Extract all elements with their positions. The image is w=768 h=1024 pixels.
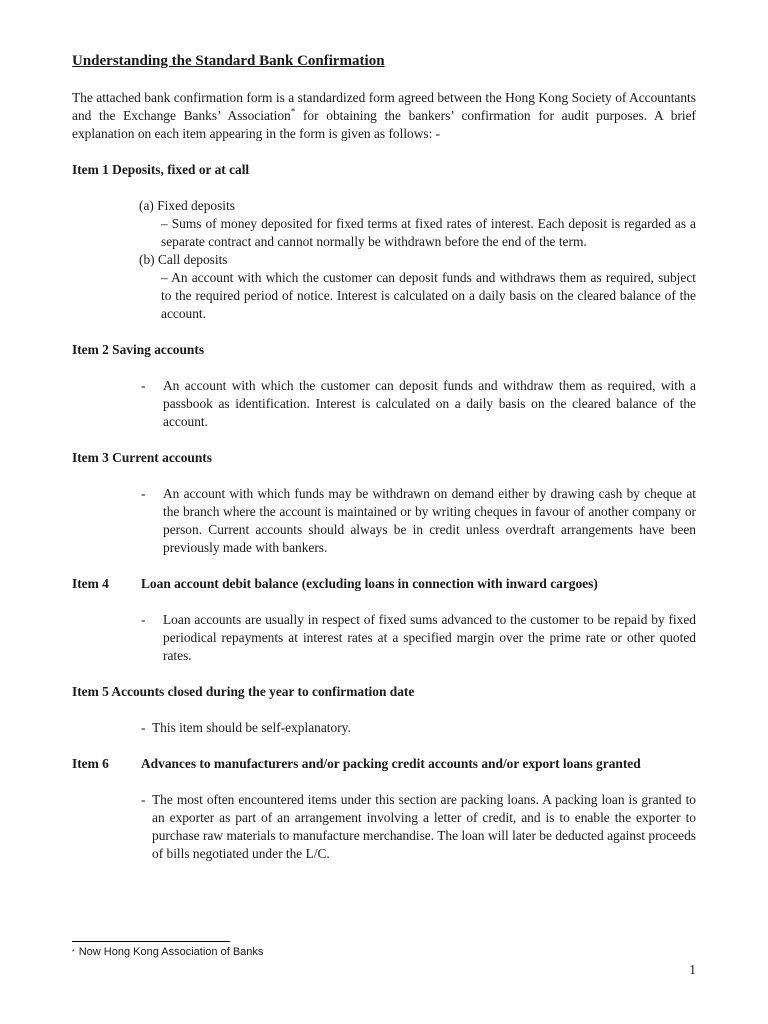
item-5-heading: Item 5 Accounts closed during the year to confirmation date xyxy=(72,684,415,699)
item-6-text: The most often encountered items under this section are packing loans. A packing loan is granted to an exporter as part of an arrangement involving a letter of credit, and is to enable the exporter to purchase raw materials to manufacture merchandise. The loan will later be deducted against proceeds of bills negotiated under the L/C. xyxy=(152,792,696,861)
footnote-text: Now Hong Kong Association of Banks xyxy=(78,946,264,958)
item-4-text: Loan accounts are usually in respect of fixed sums advanced to the customer to be repaid by fixed periodical repayments at interest rates at a specified margin over the prime rate or other quoted rates. xyxy=(163,612,696,663)
intro-paragraph xyxy=(72,89,696,143)
item-4-heading xyxy=(72,575,696,593)
sub-a-description: – Sums of money deposited for fixed terms at fixed rates of interest. Each deposit is regarded as a separate contract and cannot normally be withdrawn before the end of the term. xyxy=(161,216,696,249)
item-6-number: Item 6 xyxy=(72,756,109,771)
item-6-bullet xyxy=(141,791,696,863)
item-5-text: This item should be self-explanatory. xyxy=(152,720,351,735)
intro-text-rest: for obtaining the bankers’ confirmation for audit purposes. A brief explanation on each item appearing in the form is given as follows: - xyxy=(72,108,696,141)
intro-text: The attached bank confirmation form is a standardized form agreed between the Hong Kong Society of Accountants and the Exchange Banks’ Association xyxy=(72,90,696,123)
item-3-text: An account with which funds may be withdrawn on demand either by drawing cash by cheque at the branch where the account is maintained or by writing cheques in favour of another company or person. Current accounts should always be in credit unless overdraft arrangements have been previously made with bankers. xyxy=(163,486,696,555)
item-2-text: An account with which the customer can deposit funds and withdraw them as required, with a passbook as identification. Interest is calculated on a daily basis on the cleared balance of the account. xyxy=(163,378,696,429)
item-4-number: Item 4 xyxy=(72,576,109,591)
item-6-title: Advances to manufacturers and/or packing credit accounts and/or export loans granted xyxy=(141,756,641,771)
item-2-bullet xyxy=(141,377,696,431)
document-title: Understanding the Standard Bank Confirmation xyxy=(72,53,385,69)
bullet-dash: - xyxy=(141,792,146,807)
footnote-mark: * xyxy=(72,948,75,956)
item-3-heading: Item 3 Current accounts xyxy=(72,450,212,465)
sub-b-label: (b) Call deposits xyxy=(139,252,228,267)
page-number: 1 xyxy=(689,962,696,977)
item-1-sub-b xyxy=(139,251,696,323)
item-2-heading: Item 2 Saving accounts xyxy=(72,342,205,357)
bullet-dash: - xyxy=(141,378,146,393)
bullet-dash: - xyxy=(141,612,146,627)
item-6-heading xyxy=(72,755,696,773)
item-4-bullet xyxy=(141,611,696,665)
footnote-reference: * xyxy=(290,106,296,117)
sub-a-label: (a) Fixed deposits xyxy=(139,198,235,213)
item-1-sub-a xyxy=(139,197,696,251)
item-4-title: Loan account debit balance (excluding loans in connection with inward cargoes) xyxy=(141,576,598,591)
bullet-dash: - xyxy=(141,486,146,501)
document-page xyxy=(72,52,696,881)
footnote xyxy=(72,946,263,958)
footnote-divider xyxy=(72,941,230,942)
item-5-bullet xyxy=(141,719,696,737)
bullet-dash: - xyxy=(141,720,146,735)
item-3-bullet xyxy=(141,485,696,557)
sub-b-description: – An account with which the customer can deposit funds and withdraws them as required, subject to the required period of notice. Interest is calculated on a daily basis on the cleared balance of the account. xyxy=(161,270,696,321)
item-1-heading: Item 1 Deposits, fixed or at call xyxy=(72,162,250,177)
